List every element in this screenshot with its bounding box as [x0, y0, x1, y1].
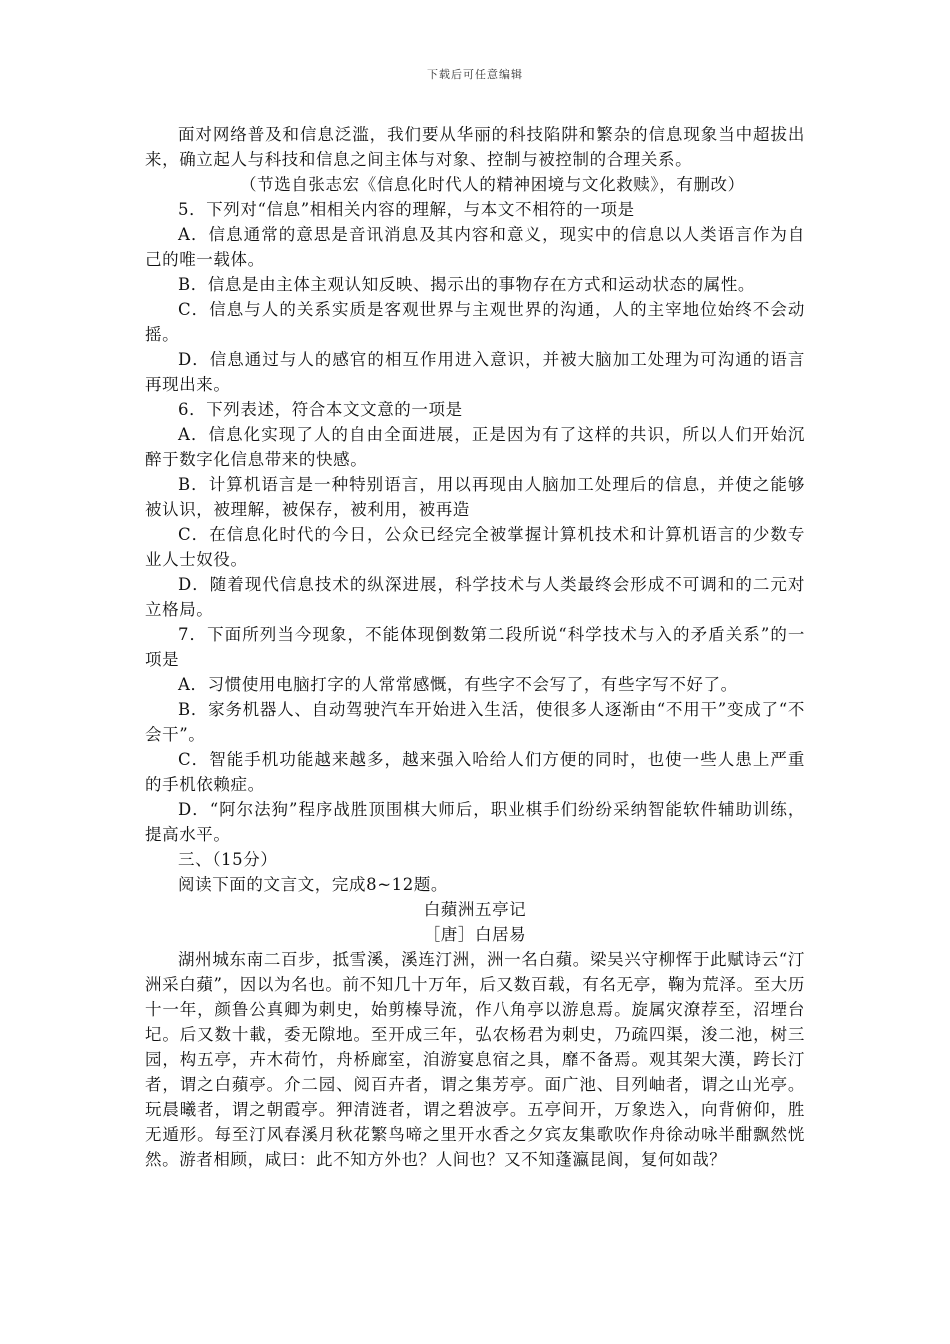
question-5-option-d: D．信息通过与人的感官的相互作用进入意识，并被大脑加工处理为可沟通的语言再现出来。: [145, 350, 805, 394]
question-7-option-a: A．习惯使用电脑打字的人常常感慨，有些字不会写了，有些字写不好了。: [178, 675, 738, 694]
question-5-option-a: A．信息通常的意思是音讯消息及其内容和意义，现实中的信息以人类语言作为自己的唯一载体。: [145, 225, 805, 269]
question-5: 5．下列对“信息”相相关内容的理解，与本文不相符的一项是: [178, 200, 635, 219]
question-6-option-c: C．在信息化时代的今日，公众已经完全被掌握计算机技术和计算机语言的少数专业人士奴役。: [145, 525, 805, 569]
section-three-instruction: 阅读下面的文言文，完成8~12题。: [178, 875, 449, 894]
question-6-option-d: D．随着现代信息技术的纵深进展，科学技术与人类最终会形成不可调和的二元对立格局。: [145, 575, 805, 619]
classical-text-author: ［唐］白居易: [423, 925, 527, 944]
closing-paragraph: 面对网络普及和信息泛滥，我们要从华丽的科技陷阱和繁杂的信息现象当中超拔出来，确立起人与科技和信息之间主体与对象、控制与被控制的合理关系。: [145, 125, 805, 169]
classical-text-body: 湖州城东南二百步，抵雪溪，溪连汀洲，洲一名白蘋。梁吴兴守柳恽于此赋诗云“汀洲采白蘋”，因以为名也。前不知几十万年，后又数百载，有名无亭，鞠为荒泽。至大历十一年，颜鲁公真卿为刺史，始剪榛导流，作八角亭以游息焉。旋属灾潦荐至，沼堙台圮。后又数十載，委无隙地。至开成三年，弘农杨君为刺史，乃疏四渠，浚二池，树三园，构五亭，卉木荷竹，舟桥廊室，洎游宴息宿之具，靡不备焉。观其架大漢，跨长汀者，谓之白蘋亭。介二园、阅百卉者，谓之集芳亭。面广池、目列岫者，谓之山光亭。玩晨曦者，谓之朝霞亭。狎清涟者，谓之碧波亭。五亭间开，万象迭入，向背俯仰，胜无遁形。每至汀风春溪月秋花繁鸟啼之里开水香之夕宾友集歌吹作舟徐动咏半酣飘然恍然。游者相顾，咸曰：此不知方外也？人间也？又不知蓬瀛昆阆，复何如哉？: [145, 950, 805, 1169]
question-5-option-b: B．信息是由主体主观认知反映、揭示出的事物存在方式和运动状态的属性。: [178, 275, 756, 294]
question-7-option-d: D．“阿尔法狗”程序战胜顶围棋大师后，职业棋手们纷纷采纳智能软件辅助训练，提高水平。: [145, 800, 805, 844]
question-7-option-c: C．智能手机功能越来越多，越来强入哈给人们方便的同时，也使一些人患上严重的手机依赖症。: [145, 750, 805, 794]
page-header: 下载后可任意编辑: [427, 68, 523, 81]
classical-text-title: 白蘋洲五亭记: [423, 900, 527, 919]
question-6-option-b: B．计算机语言是一种特别语言，用以再现由人脑加工处理后的信息，并使之能够被认识，被理解，被保存，被利用，被再造: [145, 475, 805, 519]
question-7-option-b: B．家务机器人、自动驾驶汽车开始进入生活，使很多人逐渐由“不用干”变成了“不会干”。: [145, 700, 805, 744]
section-three-heading: 三、（15分）: [178, 850, 278, 869]
source-citation: （节选自张志宏《信息化时代人的精神困境与文化救赎》，有删改）: [240, 175, 745, 194]
question-7: 7．下面所列当今现象，不能体现倒数第二段所说“科学技术与入的矛盾关系”的一项是: [145, 625, 805, 669]
question-6: 6．下列表述，符合本文文意的一项是: [178, 400, 463, 419]
document-body: [145, 122, 805, 1172]
question-5-option-c: C．信息与人的关系实质是客观世界与主观世界的沟通，人的主宰地位始终不会动摇。: [145, 300, 805, 344]
question-6-option-a: A．信息化实现了人的自由全面进展，正是因为有了这样的共识，所以人们开始沉醉于数字化信息带来的快感。: [145, 425, 805, 469]
